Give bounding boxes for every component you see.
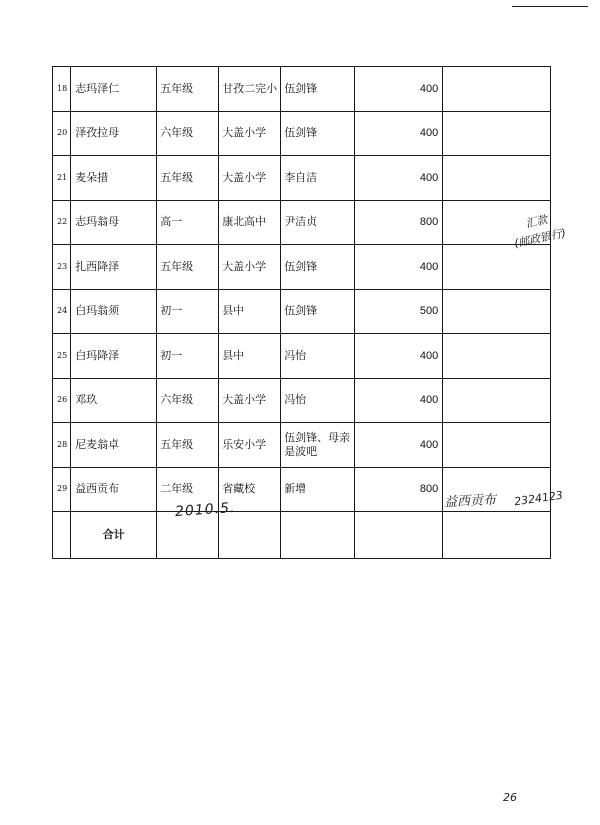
amount-cell: 400 xyxy=(355,334,443,379)
table-row xyxy=(53,200,551,245)
table-row xyxy=(53,289,551,334)
grade-cell: 五年级 xyxy=(157,423,219,468)
student-name-cell: 尼麦翁卓 xyxy=(71,423,157,468)
table-row xyxy=(53,334,551,379)
student-name-cell: 白玛降泽 xyxy=(71,334,157,379)
grade-cell: 二年级 xyxy=(157,467,219,512)
note-cell xyxy=(443,334,551,379)
sponsor-cell: 伍剑锋 xyxy=(281,289,355,334)
handwritten-page-mark: 26 xyxy=(503,791,517,804)
table-row xyxy=(53,156,551,201)
grade-cell: 五年级 xyxy=(157,245,219,290)
sponsor-cell: 新增 xyxy=(281,467,355,512)
student-name-cell: 益西贡布 xyxy=(71,467,157,512)
amount-cell: 400 xyxy=(355,111,443,156)
student-name-cell: 邓玖 xyxy=(71,378,157,423)
amount-cell: 400 xyxy=(355,423,443,468)
amount-cell: 400 xyxy=(355,378,443,423)
sponsor-cell: 冯怡 xyxy=(281,334,355,379)
row-number-cell: 20 xyxy=(53,111,71,156)
row-number-cell: 21 xyxy=(53,156,71,201)
grade-cell: 初一 xyxy=(157,334,219,379)
total-num-cell xyxy=(53,512,71,559)
note-cell xyxy=(443,156,551,201)
table-body xyxy=(53,67,551,512)
total-label: 合计 xyxy=(71,512,157,559)
side-note-line-2: (邮政银行) xyxy=(512,226,568,251)
grade-cell: 五年级 xyxy=(157,67,219,112)
sponsor-cell: 伍剑锋、母亲是波吧 xyxy=(281,423,355,468)
student-name-cell: 志玛翁母 xyxy=(71,200,157,245)
sponsor-cell: 尹洁贞 xyxy=(281,200,355,245)
top-rule xyxy=(512,6,588,7)
note-cell xyxy=(443,378,551,423)
row-number-cell: 24 xyxy=(53,289,71,334)
sponsorship-table xyxy=(52,66,551,559)
amount-cell: 500 xyxy=(355,289,443,334)
handwritten-signature: 益西贡布 xyxy=(443,492,497,511)
student-name-cell: 扎西降泽 xyxy=(71,245,157,290)
school-cell: 大盖小学 xyxy=(219,156,281,201)
school-cell: 大盖小学 xyxy=(219,378,281,423)
note-cell xyxy=(443,423,551,468)
row-number-cell: 28 xyxy=(53,423,71,468)
sponsor-cell: 伍剑锋 xyxy=(281,245,355,290)
row-number-cell: 26 xyxy=(53,378,71,423)
note-cell xyxy=(443,111,551,156)
school-cell: 大盖小学 xyxy=(219,111,281,156)
note-cell xyxy=(443,67,551,112)
table-row xyxy=(53,245,551,290)
table-row xyxy=(53,423,551,468)
amount-cell: 400 xyxy=(355,156,443,201)
sponsor-cell: 冯怡 xyxy=(281,378,355,423)
row-number-cell: 18 xyxy=(53,67,71,112)
handwritten-date: 2010.5. xyxy=(174,499,236,521)
student-name-cell: 白玛翁须 xyxy=(71,289,157,334)
amount-cell: 400 xyxy=(355,245,443,290)
school-cell: 乐安小学 xyxy=(219,423,281,468)
student-name-cell: 麦朵措 xyxy=(71,156,157,201)
grade-cell: 高一 xyxy=(157,200,219,245)
grade-cell: 初一 xyxy=(157,289,219,334)
note-cell xyxy=(443,289,551,334)
row-number-cell: 23 xyxy=(53,245,71,290)
grade-cell: 六年级 xyxy=(157,378,219,423)
total-empty-cell xyxy=(281,512,355,559)
school-cell: 康北高中 xyxy=(219,200,281,245)
row-number-cell: 29 xyxy=(53,467,71,512)
school-cell: 大盖小学 xyxy=(219,245,281,290)
student-name-cell: 泽孜拉母 xyxy=(71,111,157,156)
side-note-line-1: 汇款 xyxy=(524,213,549,231)
amount-cell: 400 xyxy=(355,67,443,112)
grade-cell: 六年级 xyxy=(157,111,219,156)
school-cell: 省藏校 xyxy=(219,467,281,512)
handwritten-code: 2324123 xyxy=(513,488,564,509)
school-cell: 县中 xyxy=(219,334,281,379)
sponsor-cell: 伍剑锋 xyxy=(281,67,355,112)
table-row xyxy=(53,67,551,112)
total-note-cell xyxy=(443,512,551,559)
amount-cell: 800 xyxy=(355,467,443,512)
grade-cell: 五年级 xyxy=(157,156,219,201)
school-cell: 甘孜二完小 xyxy=(219,67,281,112)
sponsor-cell: 李自洁 xyxy=(281,156,355,201)
total-empty-cell xyxy=(219,512,281,559)
total-amount-cell xyxy=(355,512,443,559)
table-row xyxy=(53,111,551,156)
school-cell: 县中 xyxy=(219,289,281,334)
amount-cell: 800 xyxy=(355,200,443,245)
total-row xyxy=(53,512,551,559)
student-name-cell: 志玛泽仁 xyxy=(71,67,157,112)
row-number-cell: 22 xyxy=(53,200,71,245)
sponsor-cell: 伍剑锋 xyxy=(281,111,355,156)
table-row xyxy=(53,378,551,423)
row-number-cell: 25 xyxy=(53,334,71,379)
note-cell xyxy=(443,245,551,290)
